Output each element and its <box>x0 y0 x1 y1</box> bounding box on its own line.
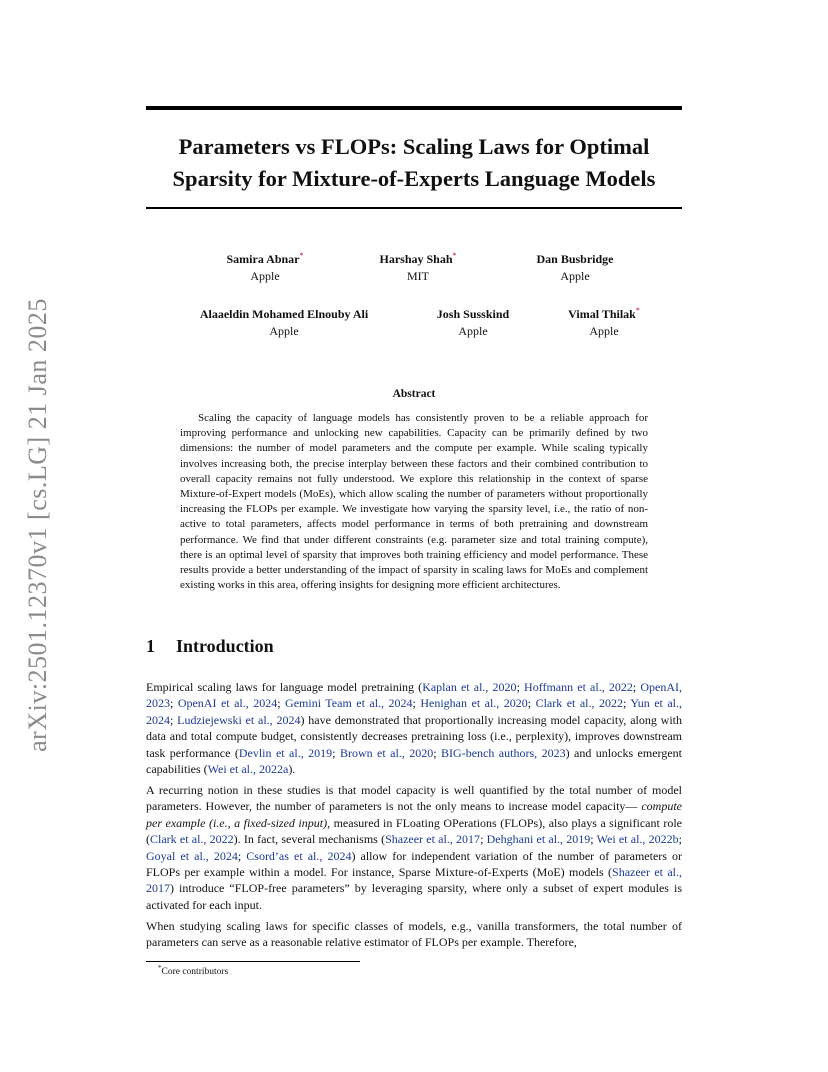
paragraph-text: ) introduce “FLOP-free parameters” by leveraging sparsity, where only a subset of expert modules is activated for each input. <box>146 881 682 912</box>
citation-link[interactable]: Ludziejewski et al., 2024 <box>177 712 301 727</box>
section-heading <box>146 636 274 657</box>
author-affiliation: Apple <box>458 324 488 338</box>
citation-link[interactable]: Devlin et al., 2019 <box>238 745 333 760</box>
arxiv-side-stamp <box>8 290 68 760</box>
author-block <box>379 247 456 285</box>
author-name: Alaaeldin Mohamed Elnouby Ali <box>199 307 369 321</box>
citation-link[interactable]: Kaplan et al., 2020 <box>422 680 517 694</box>
author-mark: * <box>452 251 457 260</box>
paragraph-text: ) and unlocks emergent capabilities ( <box>146 745 682 777</box>
author-name: Harshay Shah <box>379 252 453 266</box>
title-top-rule <box>146 106 682 110</box>
author-affiliation: Apple <box>560 269 590 283</box>
citation-separator: ; <box>678 832 682 847</box>
footnote-text: Core contributors <box>161 967 229 978</box>
paragraph-text: ). In fact, several mechanisms ( <box>233 832 386 847</box>
citation-link[interactable]: Csord’as et al., 2024 <box>246 848 352 863</box>
abstract-text: Scaling the capacity of language models has consistently proven to be a reliable approach for improving performance and unlocking new capabilities. Capacity can be primarily defined by two dimensions: the number of model parameters and the compute per example. While scaling typically involves increasing both, the precise interplay between these factors and their combined contribution to overall capacity remains not fully understood. We explore this relationship in the context of sparse Mixture-of-Expert models (MoEs), which allow scaling the number of parameters without proportionally increasing the FLOPs per example. We investigate how varying the sparsity level, i.e., the ratio of non-active to total parameters, affects model performance in terms of both pretraining and downstream performance. We find that under different constraints (e.g. parameter size and total training compute), there is an optimal level of sparsity that improves both training efficiency and model performance. These results provide a better understanding of the impact of sparsity in scaling laws for MoEs and complement existing works in this area, offering insights for designing more efficient architectures. <box>180 412 648 592</box>
author-block <box>200 302 368 340</box>
citation-separator: ; <box>527 696 536 711</box>
citation-link[interactable]: Goyal et al., 2024 <box>146 848 238 863</box>
author-affiliation: Apple <box>250 269 280 283</box>
author-name: Dan Busbridge <box>536 252 614 266</box>
author-block <box>536 247 613 285</box>
citation-separator: ; <box>237 848 247 863</box>
section-title: Introduction <box>176 636 274 656</box>
citation-link[interactable]: BIG-bench authors, 2023 <box>441 745 566 760</box>
paragraph-text: A recurring notion in these studies is that model capacity is well quantified by the total number of model parameters. However, the number of parameters is not the only means to increase model capacity— <box>146 783 682 814</box>
citation-separator: ; <box>170 696 178 711</box>
citation-separator: ; <box>412 696 421 711</box>
citation-link[interactable]: OpenAI, 2023 <box>146 680 682 711</box>
emphasis-text: compute per example (i.e., a fixed-sized input) <box>146 799 682 830</box>
arxiv-identifier: arXiv:2501.12370v1 [cs.LG] 21 Jan 2025 <box>23 298 52 752</box>
intro-paragraph-2 <box>146 782 682 913</box>
paragraph-text: When studying scaling laws for specific classes of models, e.g., vanilla transformers, the total number of parameters can serve as a reasonable relative estimator of FLOPs per example. Therefore, <box>146 919 682 950</box>
author-affiliation: Apple <box>589 324 619 338</box>
citation-link[interactable]: Clark et al., 2022 <box>535 696 623 711</box>
section-number: 1 <box>146 636 155 656</box>
citation-link[interactable]: Wei et al., 2022b <box>596 832 679 847</box>
author-block <box>226 247 303 285</box>
citation-separator: ; <box>170 712 178 727</box>
title-line-1: Parameters vs FLOPs: Scaling Laws for Optimal <box>178 134 650 159</box>
citation-separator: ; <box>623 696 631 711</box>
footnote-mark: * <box>158 964 162 972</box>
citation-separator: ; <box>433 745 442 760</box>
citation-link[interactable]: OpenAI et al., 2024 <box>177 696 278 711</box>
citation-link[interactable]: Yun et al., 2024 <box>146 696 682 727</box>
author-name: Josh Susskind <box>436 307 510 321</box>
author-name: Samira Abnar <box>226 252 300 266</box>
author-affiliation: Apple <box>269 324 299 338</box>
citation-link[interactable]: Henighan et al., 2020 <box>420 696 528 711</box>
citation-link[interactable]: Dehghani et al., 2019 <box>486 832 591 847</box>
title-line-2: Sparsity for Mixture-of-Experts Language Models <box>172 166 656 191</box>
author-mark: * <box>635 306 640 315</box>
author-block <box>568 302 640 340</box>
paragraph-text: ) allow for independent variation of the number of parameters or FLOPs per example within a model. For instance, Sparse Mixture-of-Experts (MoE) models ( <box>146 848 682 880</box>
author-name: Vimal Thilak <box>568 307 636 321</box>
citation-link[interactable]: Clark et al., 2022 <box>150 832 234 847</box>
title-bottom-rule <box>146 207 682 209</box>
paragraph-text: , measured in FLoating OPerations (FLOPs), also plays a significant role ( <box>146 815 682 847</box>
paragraph-text: ) have demonstrated that proportionally increasing model capacity, along with data and total compute budget, consistently decreases pretraining loss (i.e., perplexity), improves downstream task performance ( <box>146 712 683 760</box>
author-block <box>437 302 509 340</box>
citation-separator: ; <box>332 745 340 760</box>
citation-separator: ; <box>516 680 525 694</box>
citation-separator: ; <box>480 832 487 847</box>
author-affiliation: MIT <box>407 269 429 283</box>
intro-paragraph-3 <box>146 918 682 951</box>
citation-link[interactable]: Brown et al., 2020 <box>339 745 434 760</box>
footnote <box>158 964 228 977</box>
paper-title <box>146 131 682 195</box>
paragraph-text: ). <box>288 762 296 777</box>
abstract-heading: Abstract <box>392 388 436 400</box>
citation-separator: ; <box>277 696 286 711</box>
citation-link[interactable]: Gemini Team et al., 2024 <box>285 696 413 711</box>
citation-link[interactable]: Wei et al., 2022a <box>207 762 289 777</box>
author-mark: * <box>299 251 304 260</box>
citation-separator: ; <box>590 832 597 847</box>
citation-link[interactable]: Shazeer et al., 2017 <box>385 832 481 847</box>
intro-paragraph-1 <box>146 679 682 777</box>
citation-separator: ; <box>632 680 641 694</box>
citation-link[interactable]: Hoffmann et al., 2022 <box>524 680 633 694</box>
paragraph-text: Empirical scaling laws for language model pretraining ( <box>146 680 423 694</box>
footnote-rule <box>146 961 360 962</box>
citation-link[interactable]: Shazeer et al., 2017 <box>146 865 683 896</box>
